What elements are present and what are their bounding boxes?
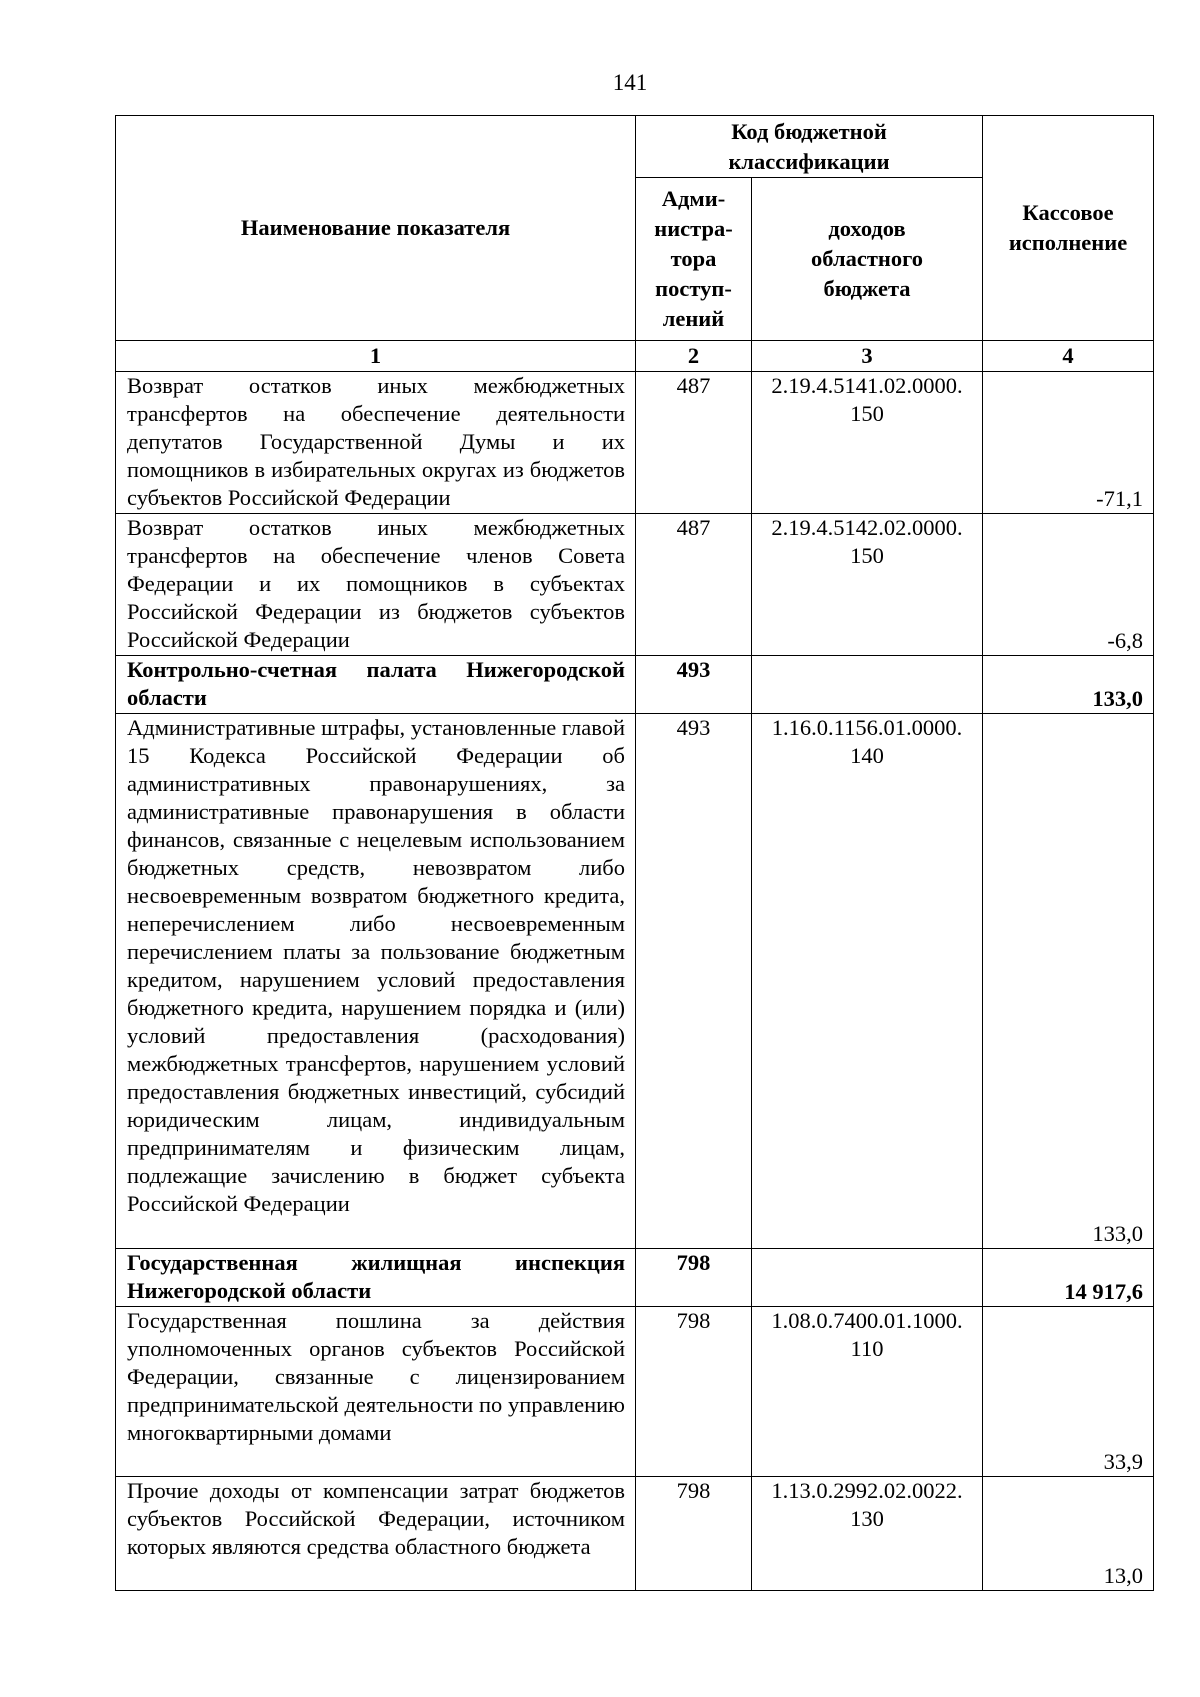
column-number: 4 bbox=[983, 341, 1154, 372]
header-col2-line: лений bbox=[662, 306, 725, 332]
cash-execution-amount: 133,0 bbox=[983, 656, 1154, 714]
cash-execution-amount: -71,1 bbox=[983, 372, 1154, 514]
column-number: 3 bbox=[752, 341, 983, 372]
revenue-code-part: 130 bbox=[850, 1506, 884, 1531]
cash-execution-amount: 14 917,6 bbox=[983, 1249, 1154, 1307]
header-col3-line: областного bbox=[811, 246, 923, 272]
header-revenue-code bbox=[752, 178, 983, 341]
column-number: 2 bbox=[636, 341, 752, 372]
header-group-line: классификации bbox=[728, 148, 890, 174]
revenue-code-part: 110 bbox=[850, 1336, 884, 1361]
indicator-name: Прочие доходы от компенсации затрат бюджетов субъектов Российской Федерации, источником которых являются средства областного бюджета bbox=[116, 1477, 636, 1591]
revenue-code-part: 1.13.0.2992.02.0022. bbox=[771, 1478, 963, 1503]
revenue-code-part: 1.08.0.7400.01.1000. bbox=[771, 1308, 963, 1333]
revenue-code-part: 1.16.0.1156.01.0000. bbox=[771, 715, 963, 740]
header-col2-line: тора bbox=[670, 246, 717, 272]
administrator-code: 487 bbox=[636, 372, 752, 514]
header-classification-code bbox=[636, 116, 983, 178]
organization-name: Контрольно-счетная палата Нижегородской области bbox=[116, 656, 636, 714]
administrator-code: 487 bbox=[636, 514, 752, 656]
table-row bbox=[116, 714, 1154, 1249]
header-cash-execution bbox=[983, 116, 1154, 341]
header-indicator-name: Наименование показателя bbox=[116, 116, 636, 341]
administrator-code: 493 bbox=[636, 656, 752, 714]
column-numbers-row bbox=[116, 341, 1154, 372]
revenue-code bbox=[752, 514, 983, 656]
organization-name: Государственная жилищная инспекция Нижегородской области bbox=[116, 1249, 636, 1307]
indicator-name: Административные штрафы, установленные главой 15 Кодекса Российской Федерации об административных правонарушениях, за административные правонарушения в области финансов, связанные с нецелевым использованием бюджетных средств, невозвратом либо несвоевременным возвратом бюджетного кредита, неперечислением либо несвоевременным перечислением платы за пользование бюджетным кредитом, нарушением условий предоставления бюджетного кредита, нарушением порядка и (или) условий предоставления (расходования) межбюджетных трансфертов, нарушением условий предоставления бюджетных инвестиций, субсидий юридическим лицам, индивидуальным предпринимателям и физическим лицам, подлежащие зачислению в бюджет субъекта Российской Федерации bbox=[116, 714, 636, 1249]
page-number: 141 bbox=[612, 70, 648, 95]
header-col3-line: бюджета bbox=[823, 276, 911, 302]
revenue-code bbox=[752, 1249, 983, 1307]
revenue-code bbox=[752, 714, 983, 1249]
indicator-name: Возврат остатков иных межбюджетных трансфертов на обеспечение деятельности депутатов Государственной Думы и их помощников в избирательных округах из бюджетов субъектов Российской Федерации bbox=[116, 372, 636, 514]
indicator-name: Государственная пошлина за действия уполномоченных органов субъектов Российской Федерации, связанные с лицензированием предпринимательской деятельности по управлению многоквартирными домами bbox=[116, 1307, 636, 1477]
administrator-code: 798 bbox=[636, 1477, 752, 1591]
table-row bbox=[116, 1307, 1154, 1477]
administrator-code: 798 bbox=[636, 1249, 752, 1307]
header-col3-line: доходов bbox=[828, 216, 906, 242]
revenue-code bbox=[752, 1477, 983, 1591]
revenue-code bbox=[752, 1307, 983, 1477]
header-col4-line: Кассовое bbox=[1022, 200, 1114, 225]
budget-revenue-table bbox=[115, 115, 1154, 1591]
cash-execution-amount: 33,9 bbox=[983, 1307, 1154, 1477]
header-col4-line: исполнение bbox=[1008, 230, 1128, 255]
cash-execution-amount: 13,0 bbox=[983, 1477, 1154, 1591]
header-col2-line: поступ- bbox=[655, 276, 732, 302]
revenue-code bbox=[752, 372, 983, 514]
header-col2-line: нистра- bbox=[654, 216, 733, 242]
table-row-organization bbox=[116, 656, 1154, 714]
revenue-code-part: 150 bbox=[850, 401, 884, 426]
revenue-code-part: 140 bbox=[850, 743, 884, 768]
table-row-organization bbox=[116, 1249, 1154, 1307]
table-row bbox=[116, 372, 1154, 514]
administrator-code: 493 bbox=[636, 714, 752, 1249]
table-row bbox=[116, 1477, 1154, 1591]
header-administrator bbox=[636, 178, 752, 341]
column-number: 1 bbox=[116, 341, 636, 372]
cash-execution-amount: 133,0 bbox=[983, 714, 1154, 1249]
header-col2-line: Адми- bbox=[661, 186, 726, 212]
table-row bbox=[116, 514, 1154, 656]
header-group-line: Код бюджетной bbox=[731, 118, 887, 144]
indicator-name: Возврат остатков иных межбюджетных трансфертов на обеспечение членов Совета Федерации и их помощников в субъектах Российской Федерации из бюджетов субъектов Российской Федерации bbox=[116, 514, 636, 656]
revenue-code-part: 2.19.4.5142.02.0000. bbox=[771, 515, 963, 540]
revenue-code-part: 150 bbox=[850, 543, 884, 568]
revenue-code-part: 2.19.4.5141.02.0000. bbox=[771, 373, 963, 398]
revenue-code bbox=[752, 656, 983, 714]
cash-execution-amount: -6,8 bbox=[983, 514, 1154, 656]
administrator-code: 798 bbox=[636, 1307, 752, 1477]
